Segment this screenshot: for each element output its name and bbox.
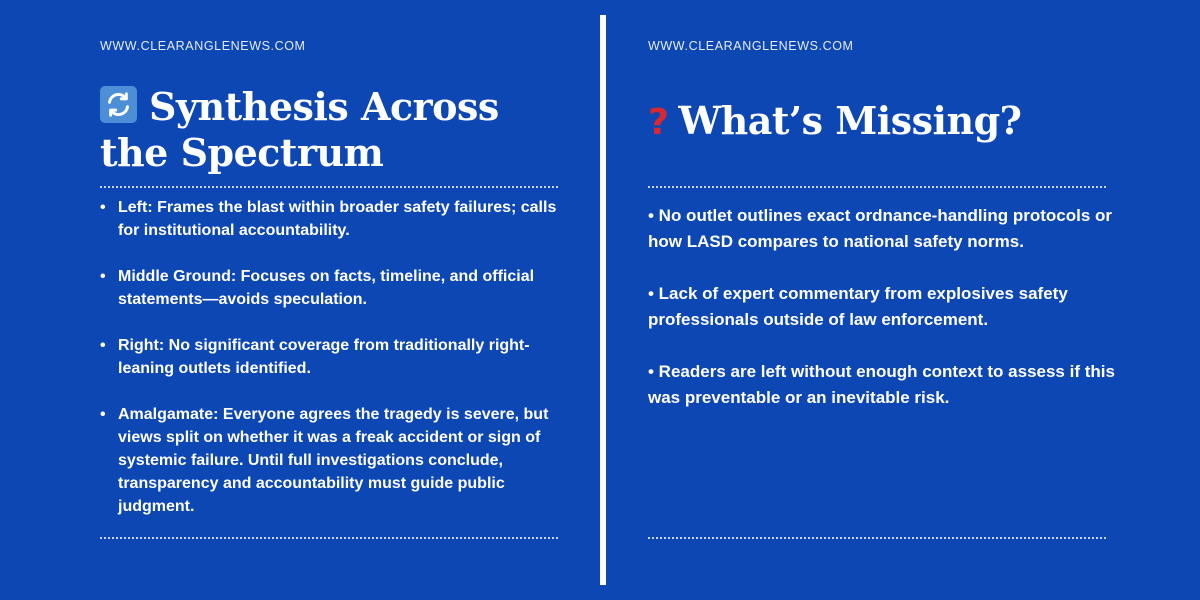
bullet-dot: • [100,406,106,423]
bullet-text: Amalgamate: Everyone agrees the tragedy is severe, but views split on whether it was a freak accident or sign of systemic failure. Until full investigations conclude, transparency and accountability must guide public judgment. [118,406,549,515]
synthesis-title [100,84,570,176]
missing-title-text: What’s Missing? [678,98,1022,143]
bullet-text: Left: Frames the blast within broader safety failures; calls for institutional accountability. [118,199,557,239]
bullet-dot: • [100,337,106,354]
bullet-text: Right: No significant coverage from traditionally right-leaning outlets identified. [118,337,530,377]
bullet-dot: • [100,199,106,216]
bullet-text: Middle Ground: Focuses on facts, timeline, and official statements—avoids speculation. [118,268,535,308]
site-url: WWW.CLEARANGLENEWS.COM [100,39,306,53]
missing-item: • Lack of expert commentary from explosives safety professionals outside of law enforcement. [648,284,1068,329]
bullet-left [100,196,560,242]
site-url: WWW.CLEARANGLENEWS.COM [648,39,854,53]
divider-top [100,186,558,188]
divider-bottom [648,537,1106,539]
divider-top [648,186,1106,188]
bullet-dot: • [100,268,106,285]
bullet-middle-ground [100,265,560,311]
refresh-icon [100,86,137,123]
missing-item: • No outlet outlines exact ordnance-handling protocols or how LASD compares to national safety norms. [648,206,1113,251]
missing-panel [606,0,1200,600]
missing-item: • Readers are left without enough context to assess if this was preventable or an inevitable risk. [648,362,1115,407]
divider-bottom [100,537,558,539]
synthesis-title-text: Synthesis Across the Spectrum [100,84,499,175]
bullet-amalgamate [100,403,560,518]
missing-item-list [648,203,1118,437]
bullet-right [100,334,560,380]
question-icon: ? [648,102,669,143]
synthesis-bullet-list [100,196,560,541]
missing-title [648,98,1168,146]
